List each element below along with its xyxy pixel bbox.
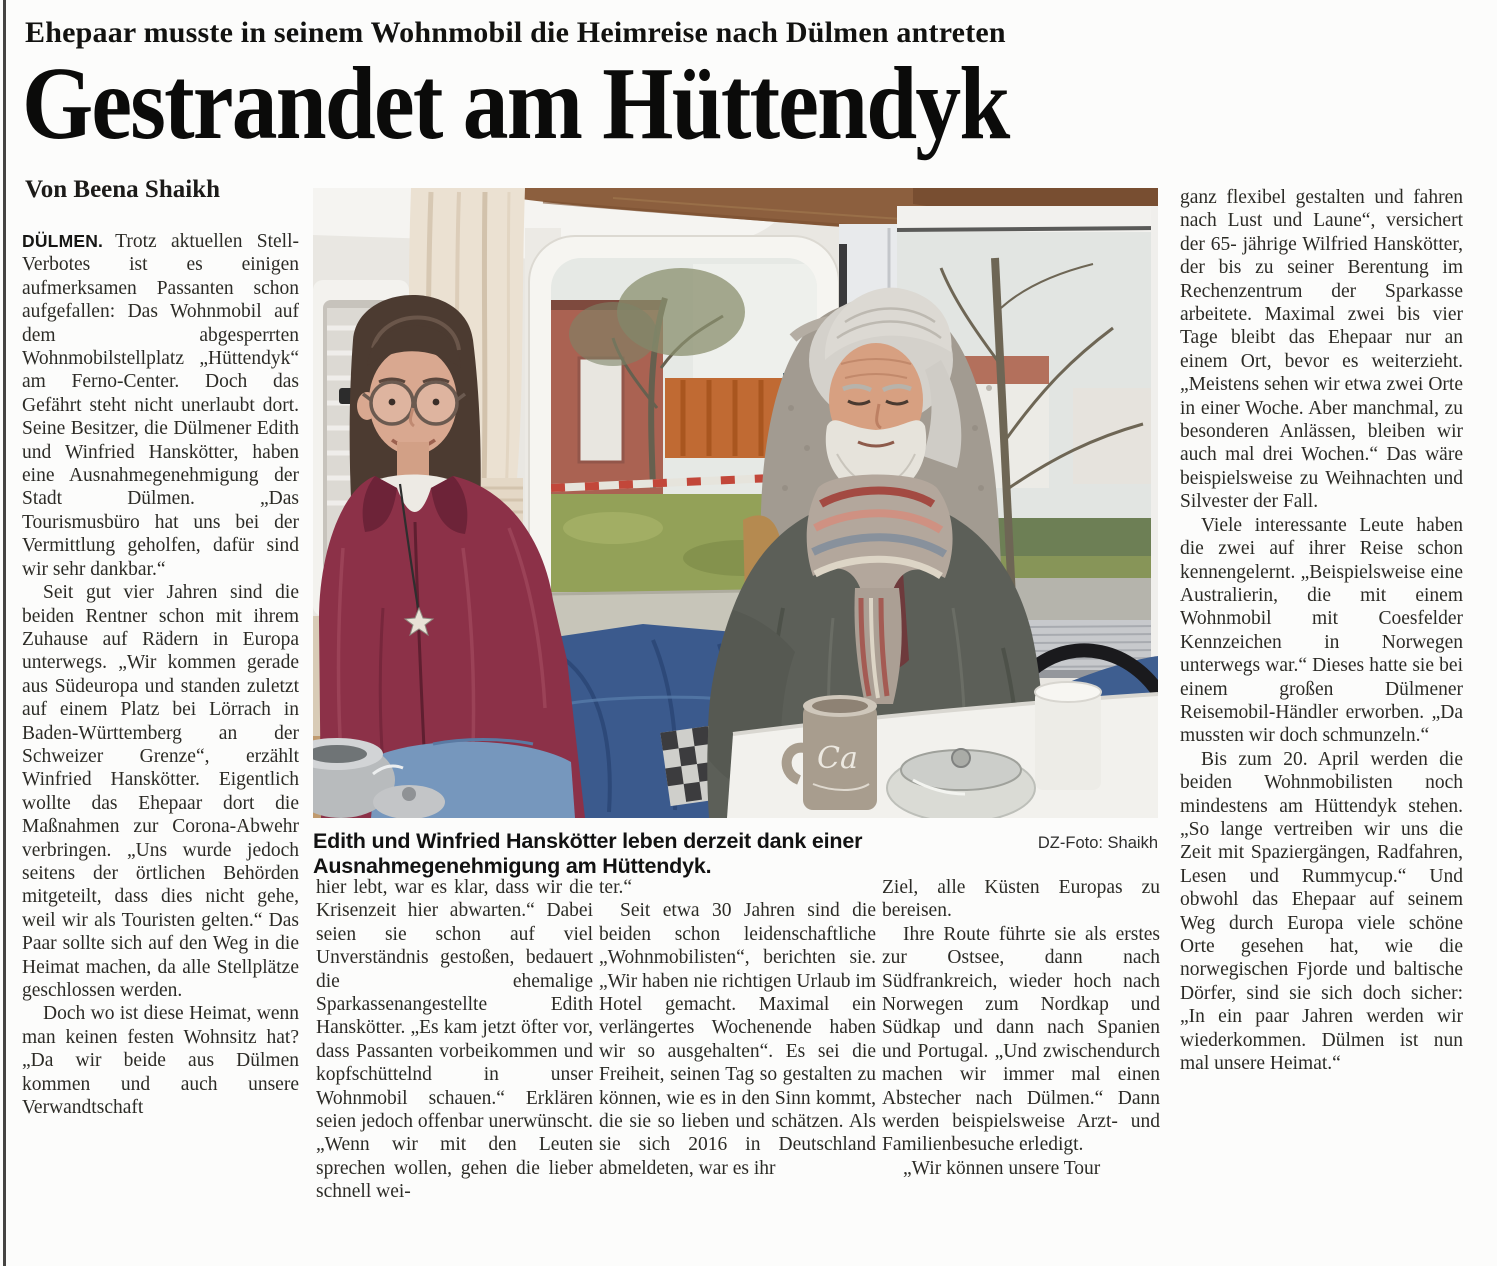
photo-credit: DZ-Foto: Shaikh — [1037, 834, 1158, 852]
photo-mug-text: Ca — [817, 741, 858, 776]
article-column-1 — [22, 230, 299, 1242]
paragraph: Ihre Route führte sie als erstes zur Ostsee, dann nach Südfrankreich, wieder hoch nach Norwegen zum Nordkap und Südkap und dann nach Spanien und Portugal. „Und zwischendurch machen wir immer mal einen Abstecher nach Dülmen.“ Dann werden beispielsweise Arzt- und Familienbesuche erledigt. — [882, 923, 1160, 1156]
paragraph: ganz flexibel gestalten und fahren nach Lust und Laune“, versichert der 65- jährige Wilfried Hanskötter, der bis zu seiner Berentung im Rechenzentrum der Sparkasse arbeitete. Maximal zwei bis vier Tage bleibt das Ehepaar nur an einem Ort, bevor es weiterzieht. „Meistens sehen wir etwa zwei Orte in einer Woche. Aber manchmal, zu besonderen Anlässen, bleiben wir auch mal drei Wochen.“ Das wäre beispielsweise zu Weihnachten und Silvester der Fall. — [1180, 187, 1463, 513]
byline: Von Beena Shaikh — [25, 176, 220, 203]
article-column-4 — [882, 876, 1160, 1240]
article-column-2 — [316, 876, 593, 1240]
headline: Gestrandet am Hüttendyk — [22, 46, 1009, 161]
left-edge-rule — [3, 0, 6, 1266]
photo-glass-bowl — [887, 749, 1035, 818]
paragraph: Ziel, alle Küsten Europas zu bereisen. — [882, 877, 1160, 922]
paragraph: Doch wo ist diese Heimat, wenn man keinen festen Wohnsitz hat? „Da wir beide aus Dülmen kommen und auch unsere Verwandtschaft — [22, 1003, 299, 1119]
photo-caption-row — [313, 829, 1158, 879]
photo-white-cup — [1035, 682, 1101, 790]
paragraph-text: Trotz aktuellen Stell-Verbotes ist es einigen aufmerksamen Passanten schon aufgefallen: Das Wohnmobil auf dem abgesperrten Wohnmobilstellplatz „Hüttendyk“ am Ferno-Center. Doch das Gefährt steht nicht unerlaubt dort. Seine Besitzer, die Dülmener Edith und Winfried Hanskötter, haben eine Ausnahmegenehmigung der Stadt Dülmen. „Das Tourismusbüro hat uns bei der Vermittlung geholfen, dafür sind wir sehr dankbar.“ — [22, 231, 299, 580]
paragraph: Seit gut vier Jahren sind die beiden Rentner schon mit ihrem Zuhause auf Rädern in Europa unterwegs. „Wir kommen gerade aus Südeuropa und standen zuletzt auf einem Platz bei Lörrach in Baden-Württemberg an der Schweizer Grenze“, erzählt Winfried Hanskötter. Eigentlich wollte das Ehepaar dort die Maßnahmen zur Corona-Abwehr verbringen. „Uns wurde jedoch seitens der örtlichen Behörden mitgeteilt, dass dies nicht gehe, weil wir als Touristen gelten.“ Das Paar sollte sich auf den Weg in die Heimat machen, da alle Stellplätze geschlossen werden. — [22, 582, 299, 1001]
paragraph: ter.“ — [599, 877, 633, 898]
article-photo — [313, 188, 1158, 879]
kicker-line: Ehepaar musste in seinem Wohnmobil die Heimreise nach Dülmen antreten — [25, 16, 1006, 49]
photo-illustration — [313, 188, 1158, 818]
paragraph — [22, 230, 299, 581]
paragraph: hier lebt, war es klar, dass wir die Krisenzeit hier abwarten.“ Dabei seien sie schon auf viel Unverständnis gestoßen, bedauert die ehemalige Sparkassenangestellte Edith Hanskötter. „Es kam jetzt öfter vor, dass Passanten vorbeikommen und kopfschüttelnd in unser Wohnmobil schauen.“ Erklären seien jedoch offenbar unerwünscht. „Wenn wir mit den Leuten sprechen wollen, gehen die lieber schnell wei- — [316, 877, 593, 1203]
article-column-5 — [1180, 186, 1463, 1232]
dateline: DÜLMEN. — [22, 231, 104, 251]
photo-caption: Edith und Winfried Hanskötter leben derzeit dank einer Ausnahmegenehmigung am Hüttendyk. — [313, 829, 863, 878]
paragraph: Bis zum 20. April werden die beiden Wohnmobilisten noch mindestens am Hüttendyk stehen. „So lange vertreiben wir uns die Zeit mit Spaziergängen, Radfahren, Lesen und Rummycup.“ Und obwohl das Ehepaar auf seinem Weg durch Europa viele schöne Orte gesehen hat, wie die norwegischen Fjorde und baltische Dörfer, sind sie sich doch sicher: „In ein paar Jahren werden wir wiederkommen. Dülmen ist nun mal unsere Heimat.“ — [1180, 748, 1463, 1075]
paragraph: „Wir können unsere Tour — [903, 1157, 1101, 1179]
article-column-3 — [599, 876, 876, 1240]
paragraph: Seit etwa 30 Jahren sind die beiden schon leidenschaftliche „Wohnmobilisten“, berichten sie. „Wir haben nie richtigen Urlaub im Hotel gemacht. Maximal ein verlängertes Wochenende haben wir so ausgehalten“. Es sei die Freiheit, seinen Tag so gestalten zu können, wie es in den Sinn kommt, die sie so lieben und schätzen. Als sie sich 2016 in Deutschland abmeldeten, war es ihr — [599, 900, 876, 1179]
paragraph: Viele interessante Leute haben die zwei auf ihrer Reise schon kennengelernt. „Beispielsweise eine Australierin, die mit einem Wohnmobil mit Coesfelder Kennzeichen in Norwegen unterwegs war.“ Dieses hatte sie bei einem großen Dülmener Reisemobil-Händler erworben. „Da mussten wir doch schmunzeln.“ — [1180, 514, 1463, 747]
